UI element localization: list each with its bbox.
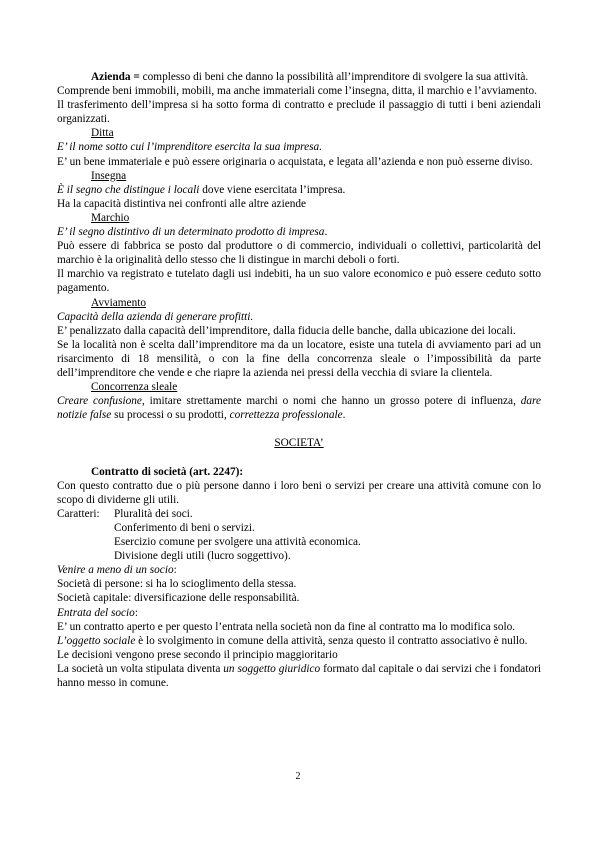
insegna-paragraph: Ha la capacità distintiva nei confronti alle altre aziende: [57, 197, 307, 210]
caratteri-item: Divisione degli utili (lucro soggettivo).: [114, 550, 291, 563]
ditta-definition: E’ il nome sotto cui l’imprenditore esercita la sua impresa.: [57, 141, 323, 154]
caratteri-item: Conferimento di beni o servizi.: [114, 522, 255, 534]
societa-persone-text: Società di persone: si ha lo scioglimento della stessa.: [57, 578, 297, 591]
insegna-heading: Insegna: [91, 169, 127, 182]
entrata-socio-heading: Entrata del socio:: [57, 606, 138, 619]
avviamento-paragraph-penalizzato: E’ penalizzato dalla capacità dell’imprenditore, dalla fiducia delle banche, dalla ubicazione dei locali.: [57, 324, 516, 337]
oggetto-sociale-paragraph: L’oggetto sociale è lo svolgimento in comune della attività, senza questo il contratto associativo è nullo.: [57, 634, 528, 647]
avviamento-heading: Avviamento: [91, 296, 147, 309]
marchio-heading: Marchio: [91, 211, 130, 224]
caratteri-row: [57, 507, 541, 521]
societa-capitale-text: Società capitale: diversificazione delle responsabilità.: [57, 592, 300, 605]
caratteri-item: Pluralità dei soci.: [114, 507, 193, 520]
section-title-societa: SOCIETA’: [274, 437, 324, 450]
azienda-paragraph-trasferimento: Il trasferimento dell’impresa si ha sotto forma di contratto e preclude il passaggio di tutti i beni aziendali organizzati.: [57, 99, 541, 126]
decisioni-paragraph: Le decisioni vengono prese secondo il principio maggioritario: [57, 648, 338, 661]
azienda-definition: Azienda = complesso di beni che danno la possibilità all’imprenditore di svolgere la sua attività.: [91, 71, 529, 83]
caratteri-item: Esercizio comune per svolgere una attività economica.: [114, 536, 361, 549]
ditta-heading: Ditta: [91, 127, 114, 140]
caratteri-label: Caratteri:: [57, 507, 100, 520]
concorrenza-heading: Concorrenza sleale: [91, 381, 178, 394]
marchio-paragraph-registrazione: Il marchio va registrato e tutelato dagli usi indebiti, ha un suo valore economico e può essere ceduto sotto pagamento.: [57, 268, 541, 295]
marchio-definition: E’ il segno distintivo di un determinato prodotto di impresa.: [57, 226, 328, 239]
document-page: [57, 70, 541, 690]
venire-meno-heading: Venire a meno di un socio:: [57, 564, 177, 577]
avviamento-paragraph-tutela: Se la località non è scelta dall’imprenditore ma da un locatore, esiste una tutela di avviamento pari ad un risarcimento di 18 mensilità, o con la fine della concorrenza sleale o l’impossibilità da parte dell’imprenditore che vende e che riapre la azienda nei pressi della vecchia di sviare la clientela.: [57, 338, 541, 379]
page-number: 2: [295, 771, 301, 782]
azienda-term: Azienda: [91, 71, 131, 83]
insegna-definition: È il segno che distingue i locali dove viene esercitata l’impresa.: [57, 183, 346, 196]
concorrenza-paragraph: Creare confusione, imitare strettamente marchi o nomi che hanno un grosso potere di influenza, dare notizie false su processi o su prodotti, correttezza professionale.: [57, 395, 542, 422]
marchio-paragraph-tipi: Può essere di fabbrica se posto dal produttore o di commercio, individuali o collettivi, particolarità del marchio è la originalità dello stesso che li distingue in marchi deboli o forti.: [57, 240, 541, 267]
contratto-paragraph: Con questo contratto due o più persone danno i loro beni o servizi per creare una attività comune con lo scopo di dividerne gli utili.: [57, 479, 541, 506]
entrata-socio-paragraph: E’ un contratto aperto e per questo l’entrata nella società non da fine al contratto ma lo modifica solo.: [57, 620, 516, 633]
avviamento-definition: Capacità della azienda di generare profitti.: [57, 310, 254, 323]
soggetto-giuridico-paragraph: La società un volta stipulata diventa un soggetto giuridico formato dal capitale o dai servizi che i fondatori hanno messo in comune.: [57, 662, 542, 690]
azienda-paragraph-beni: Comprende beni immobili, mobili, ma anche immateriali come l’insegna, ditta, il marchio e l’avviamento.: [57, 85, 537, 98]
contratto-heading: Contratto di società (art. 2247):: [91, 465, 244, 478]
ditta-paragraph: E’ un bene immateriale e può essere originaria o acquistata, e legata all’azienda e non può esserne diviso.: [57, 155, 533, 168]
